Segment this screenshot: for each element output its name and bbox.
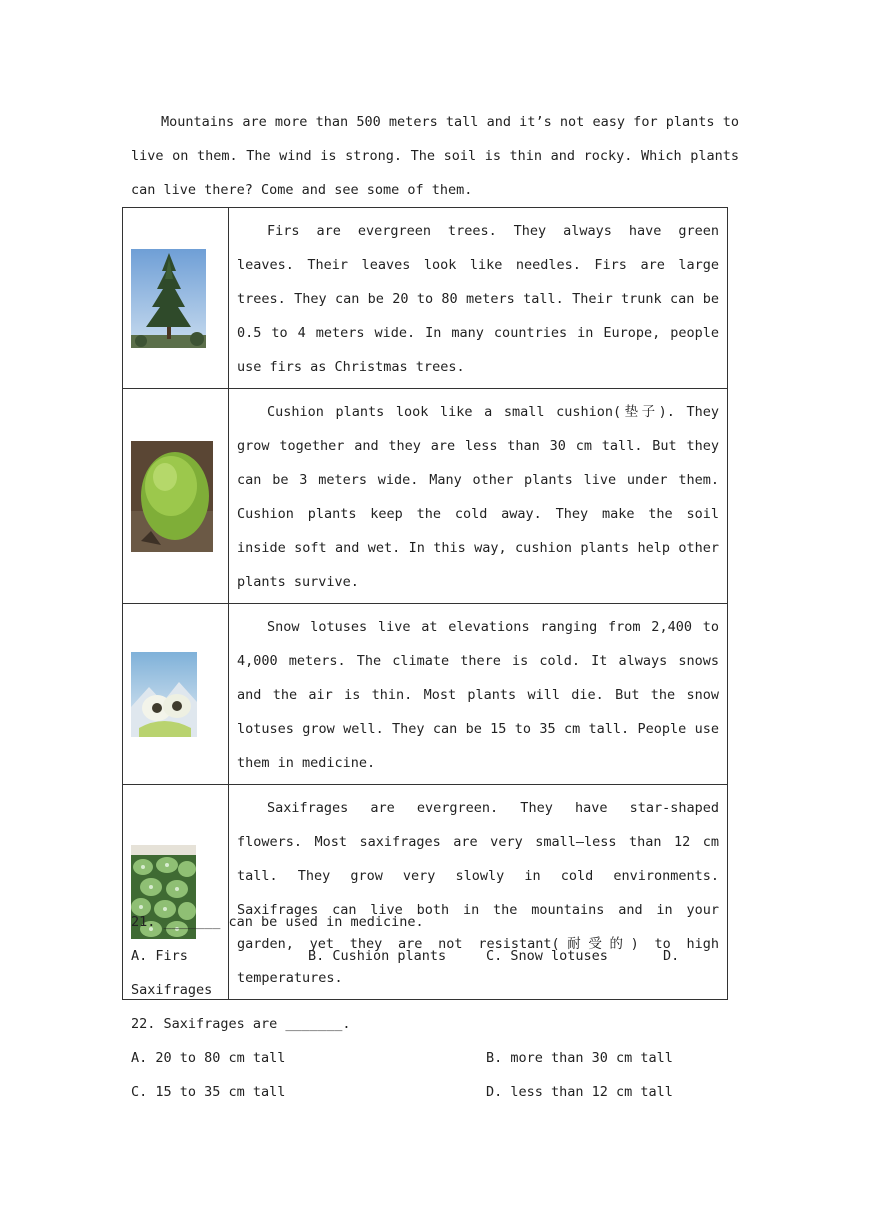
table-row: [123, 208, 728, 389]
question-21-option-c[interactable]: C. Snow lotuses: [486, 948, 608, 964]
question-22-option-b[interactable]: B. more than 30 cm tall: [486, 1050, 673, 1066]
snow-lotus-photo: [131, 652, 197, 737]
fir-description: Firs are evergreen trees. They always have green leaves. Their leaves look like needles. Firs are large trees. They can be 20 to 80 meters tall. Their trunk can be 0.5 to 4 meters wide. In many countries in Europe, people use firs as Christmas trees.: [237, 223, 719, 375]
question-22-options-row1: [131, 1041, 731, 1075]
cushion-plant-description: Cushion plants look like a small cushion(垫子). They grow together and they are less than 30 cm tall. But they can be 3 meters wide. Many other plants live under them. Cushion plants keep the cold away. They make the soil inside soft and wet. In this way, cushion plants help other plants survive.: [237, 404, 719, 590]
question-22-option-d[interactable]: D. less than 12 cm tall: [486, 1084, 673, 1100]
question-21-option-b[interactable]: B. Cushion plants: [308, 948, 447, 964]
question-22-option-a[interactable]: A. 20 to 80 cm tall: [131, 1050, 286, 1066]
saxifrage-description: Saxifrages are evergreen. They have star-shaped flowers. Most saxifrages are very small—less than 12 cm tall. They grow very slowly in cold environments. Saxifrages can live both in the mountains and in your garden, yet they are not resistant(耐受的) to high temperatures.: [237, 800, 719, 986]
question-21-option-d[interactable]: D.: [663, 948, 680, 964]
question-21-option-a[interactable]: A. Firs: [131, 948, 188, 964]
questions-section: [131, 905, 731, 1109]
question-21-stem: 21. _______ can be used in medicine.: [131, 914, 424, 930]
question-21-options: [131, 939, 731, 973]
cushion-plant-photo: [131, 441, 213, 552]
question-22-options-row2: [131, 1075, 731, 1109]
plants-table: [122, 207, 728, 1000]
table-row: [123, 389, 728, 604]
question-21-option-d-text: Saxifrages: [131, 982, 213, 998]
snow-lotus-description: Snow lotuses live at elevations ranging from 2,400 to 4,000 meters. The climate there is cold. It always snows and the air is thin. Most plants will die. But the snow lotuses grow well. They can be 15 to 35 cm tall. People use them in medicine.: [237, 619, 719, 771]
question-22-option-c[interactable]: C. 15 to 35 cm tall: [131, 1084, 286, 1100]
table-row: [123, 604, 728, 785]
intro-text: Mountains are more than 500 meters tall and it’s not easy for plants to live on them. The wind is strong. The soil is thin and rocky. Which plants can live there? Come and see some of them.: [131, 114, 739, 198]
question-22-stem: 22. Saxifrages are _______.: [131, 1016, 351, 1032]
fir-tree-photo: [131, 249, 206, 348]
intro-paragraph: [131, 105, 739, 207]
